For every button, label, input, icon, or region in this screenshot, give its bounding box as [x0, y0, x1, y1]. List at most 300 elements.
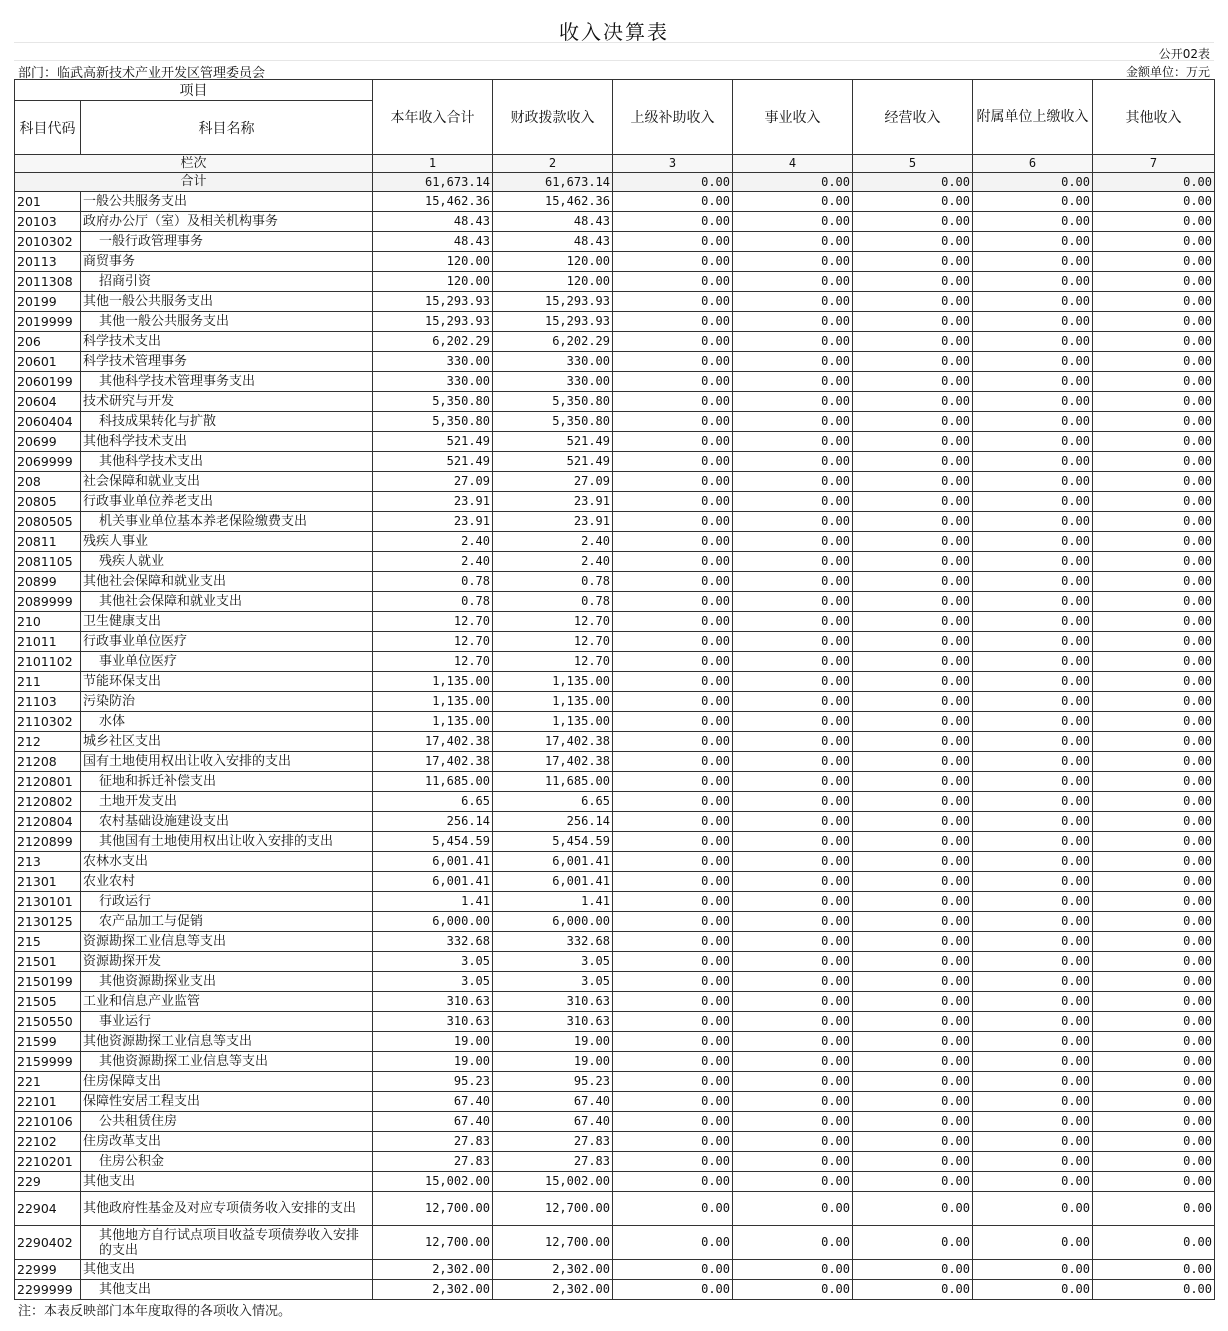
operating-cell: 0.00: [853, 612, 973, 632]
fiscal-cell: 27.83: [493, 1152, 613, 1172]
operating-cell: 0.00: [853, 452, 973, 472]
subject-code: 22102: [15, 1132, 81, 1152]
subject-code: 20699: [15, 432, 81, 452]
total-income-cell: 3.05: [373, 952, 493, 972]
total-income-cell: 23.91: [373, 512, 493, 532]
table-row: [15, 432, 1215, 452]
total-income-cell: 1,135.00: [373, 672, 493, 692]
other-cell: 0.00: [1093, 472, 1215, 492]
affiliated-cell: 0.00: [973, 912, 1093, 932]
other-cell: 0.00: [1093, 1226, 1215, 1260]
operating-cell: 0.00: [853, 292, 973, 312]
fiscal-cell: 15,293.93: [493, 312, 613, 332]
subject-name: 一般公共服务支出: [81, 192, 373, 212]
total-income-cell: 12.70: [373, 612, 493, 632]
total-income-cell: 67.40: [373, 1112, 493, 1132]
other-cell: 0.00: [1093, 952, 1215, 972]
total-income-cell: 6,202.29: [373, 332, 493, 352]
total-income-cell: 256.14: [373, 812, 493, 832]
subject-name: 政府办公厅（室）及相关机构事务: [81, 212, 373, 232]
operating-cell: 0.00: [853, 1152, 973, 1172]
business-cell: 0.00: [733, 692, 853, 712]
operating-cell: 0.00: [853, 392, 973, 412]
subject-name: 其他社会保障和就业支出: [81, 592, 373, 612]
fiscal-cell: 15,462.36: [493, 192, 613, 212]
table-row: [15, 692, 1215, 712]
operating-cell: 0.00: [853, 1032, 973, 1052]
subject-name: 行政事业单位养老支出: [81, 492, 373, 512]
subject-code: 21599: [15, 1032, 81, 1052]
affiliated-cell: 0.00: [973, 1132, 1093, 1152]
subject-code: 2011308: [15, 272, 81, 292]
superior-subsidy-cell: 0.00: [613, 1192, 733, 1226]
total-income-cell: 95.23: [373, 1072, 493, 1092]
business-cell: 0.00: [733, 652, 853, 672]
table-row: [15, 1052, 1215, 1072]
affiliated-cell: 0.00: [973, 592, 1093, 612]
other-cell: 0.00: [1093, 212, 1215, 232]
affiliated-cell: 0.00: [973, 612, 1093, 632]
table-row: [15, 532, 1215, 552]
total-income-cell: 1,135.00: [373, 692, 493, 712]
column-number: 7: [1093, 155, 1215, 173]
fiscal-cell: 120.00: [493, 272, 613, 292]
other-cell: 0.00: [1093, 392, 1215, 412]
fiscal-cell: 19.00: [493, 1052, 613, 1072]
footnote: 注：本表反映部门本年度取得的各项收入情况。: [18, 1304, 292, 1319]
table-row: [15, 1132, 1215, 1152]
subject-name: 其他支出: [81, 1260, 373, 1280]
total-income-cell: 330.00: [373, 372, 493, 392]
operating-cell: 0.00: [853, 912, 973, 932]
total-income-cell: 23.91: [373, 492, 493, 512]
subject-code: 2150550: [15, 1012, 81, 1032]
business-cell: 0.00: [733, 552, 853, 572]
affiliated-cell: 0.00: [973, 532, 1093, 552]
total-income-cell: 12.70: [373, 632, 493, 652]
other-cell: 0.00: [1093, 912, 1215, 932]
total-income-cell: 6.65: [373, 792, 493, 812]
table-row: [15, 732, 1215, 752]
affiliated-cell: 0.00: [973, 212, 1093, 232]
column-number-row: [15, 155, 1215, 173]
subject-code: 2120801: [15, 772, 81, 792]
table-row: [15, 292, 1215, 312]
superior-subsidy-cell: 0.00: [613, 1226, 733, 1260]
other-cell: 0.00: [1093, 632, 1215, 652]
business-cell: 0.00: [733, 272, 853, 292]
superior-subsidy-cell: 0.00: [613, 432, 733, 452]
affiliated-cell: 0.00: [973, 832, 1093, 852]
table-row: [15, 1092, 1215, 1112]
other-cell: 0.00: [1093, 872, 1215, 892]
subject-name: 住房保障支出: [81, 1072, 373, 1092]
subject-name: 其他地方自行试点项目收益专项债券收入安排的支出: [81, 1226, 373, 1260]
operating-cell: 0.00: [853, 992, 973, 1012]
table-row: [15, 312, 1215, 332]
business-cell: 0.00: [733, 232, 853, 252]
other-cell: 0.00: [1093, 1132, 1215, 1152]
subject-name: 商贸事务: [81, 252, 373, 272]
total-income-cell: 0.78: [373, 572, 493, 592]
other-cell: 0.00: [1093, 812, 1215, 832]
subject-name: 城乡社区支出: [81, 732, 373, 752]
operating-cell: 0.00: [853, 692, 973, 712]
affiliated-cell: 0.00: [973, 572, 1093, 592]
subject-name: 其他资源勘探业支出: [81, 972, 373, 992]
subject-code: 20601: [15, 352, 81, 372]
subject-code: 2290402: [15, 1226, 81, 1260]
superior-subsidy-cell: 0.00: [613, 992, 733, 1012]
superior-subsidy-cell: 0.00: [613, 1072, 733, 1092]
table-row: [15, 672, 1215, 692]
subject-code: 20899: [15, 572, 81, 592]
superior-subsidy-cell: 0.00: [613, 312, 733, 332]
affiliated-cell: 0.00: [973, 992, 1093, 1012]
subject-name: 住房公积金: [81, 1152, 373, 1172]
total-income-cell: 27.09: [373, 472, 493, 492]
subject-name: 其他政府性基金及对应专项债务收入安排的支出: [81, 1192, 373, 1226]
subject-code: 2019999: [15, 312, 81, 332]
superior-subsidy-cell: 0.00: [613, 252, 733, 272]
total-value: 0.00: [853, 173, 973, 192]
fiscal-cell: 48.43: [493, 212, 613, 232]
business-cell: 0.00: [733, 952, 853, 972]
business-cell: 0.00: [733, 1012, 853, 1032]
subject-name: 节能环保支出: [81, 672, 373, 692]
subject-name: 其他科学技术支出: [81, 452, 373, 472]
subject-code: 2080505: [15, 512, 81, 532]
other-cell: 0.00: [1093, 492, 1215, 512]
subject-code: 206: [15, 332, 81, 352]
subject-code: 22904: [15, 1192, 81, 1226]
operating-cell: 0.00: [853, 192, 973, 212]
affiliated-cell: 0.00: [973, 712, 1093, 732]
other-cell: 0.00: [1093, 1072, 1215, 1092]
column-number: 1: [373, 155, 493, 173]
fiscal-cell: 1,135.00: [493, 672, 613, 692]
fiscal-cell: 6,001.41: [493, 872, 613, 892]
other-cell: 0.00: [1093, 452, 1215, 472]
affiliated-cell: 0.00: [973, 1092, 1093, 1112]
superior-subsidy-cell: 0.00: [613, 492, 733, 512]
affiliated-cell: 0.00: [973, 232, 1093, 252]
other-cell: 0.00: [1093, 232, 1215, 252]
table-row: [15, 612, 1215, 632]
business-cell: 0.00: [733, 352, 853, 372]
subject-name: 国有土地使用权出让收入安排的支出: [81, 752, 373, 772]
subject-code: 210: [15, 612, 81, 632]
affiliated-cell: 0.00: [973, 892, 1093, 912]
affiliated-cell: 0.00: [973, 1226, 1093, 1260]
header-code: 科目代码: [15, 101, 81, 155]
total-income-cell: 5,454.59: [373, 832, 493, 852]
operating-cell: 0.00: [853, 592, 973, 612]
total-income-cell: 3.05: [373, 972, 493, 992]
table-row: [15, 272, 1215, 292]
table-row: [15, 212, 1215, 232]
affiliated-cell: 0.00: [973, 852, 1093, 872]
form-number: 公开02表: [1158, 47, 1210, 61]
table-row: [15, 512, 1215, 532]
subject-code: 211: [15, 672, 81, 692]
fiscal-cell: 310.63: [493, 1012, 613, 1032]
subject-name: 残疾人就业: [81, 552, 373, 572]
unit-label: 金额单位：万元: [1125, 65, 1210, 79]
other-cell: 0.00: [1093, 312, 1215, 332]
operating-cell: 0.00: [853, 312, 973, 332]
operating-cell: 0.00: [853, 512, 973, 532]
superior-subsidy-cell: 0.00: [613, 1152, 733, 1172]
total-value: 61,673.14: [493, 173, 613, 192]
total-income-cell: 12,700.00: [373, 1192, 493, 1226]
total-income-cell: 19.00: [373, 1052, 493, 1072]
total-income-cell: 332.68: [373, 932, 493, 952]
operating-cell: 0.00: [853, 752, 973, 772]
affiliated-cell: 0.00: [973, 732, 1093, 752]
superior-subsidy-cell: 0.00: [613, 1280, 733, 1300]
superior-subsidy-cell: 0.00: [613, 472, 733, 492]
affiliated-cell: 0.00: [973, 812, 1093, 832]
page-title: 收入决算表: [559, 20, 669, 44]
business-cell: 0.00: [733, 512, 853, 532]
affiliated-cell: 0.00: [973, 1260, 1093, 1280]
header-superior-subsidy: 上级补助收入: [613, 80, 733, 155]
fiscal-cell: 330.00: [493, 372, 613, 392]
other-cell: 0.00: [1093, 512, 1215, 532]
superior-subsidy-cell: 0.00: [613, 1052, 733, 1072]
subject-name: 资源勘探开发: [81, 952, 373, 972]
business-cell: 0.00: [733, 712, 853, 732]
subject-code: 22101: [15, 1092, 81, 1112]
affiliated-cell: 0.00: [973, 1012, 1093, 1032]
total-income-cell: 1.41: [373, 892, 493, 912]
total-income-cell: 15,293.93: [373, 292, 493, 312]
business-cell: 0.00: [733, 732, 853, 752]
table-row: [15, 812, 1215, 832]
other-cell: 0.00: [1093, 1192, 1215, 1226]
operating-cell: 0.00: [853, 1192, 973, 1226]
other-cell: 0.00: [1093, 1172, 1215, 1192]
subject-code: 2159999: [15, 1052, 81, 1072]
subject-name: 技术研究与开发: [81, 392, 373, 412]
superior-subsidy-cell: 0.00: [613, 512, 733, 532]
total-label: 合计: [15, 173, 373, 192]
operating-cell: 0.00: [853, 1012, 973, 1032]
subject-name: 资源勘探工业信息等支出: [81, 932, 373, 952]
table-row: [15, 392, 1215, 412]
other-cell: 0.00: [1093, 372, 1215, 392]
superior-subsidy-cell: 0.00: [613, 572, 733, 592]
header-other: 其他收入: [1093, 80, 1215, 155]
subject-code: 20811: [15, 532, 81, 552]
subject-name: 其他科学技术管理事务支出: [81, 372, 373, 392]
subject-name: 工业和信息产业监管: [81, 992, 373, 1012]
affiliated-cell: 0.00: [973, 1280, 1093, 1300]
subject-name: 其他一般公共服务支出: [81, 312, 373, 332]
total-income-cell: 0.78: [373, 592, 493, 612]
other-cell: 0.00: [1093, 572, 1215, 592]
affiliated-cell: 0.00: [973, 252, 1093, 272]
fiscal-cell: 15,002.00: [493, 1172, 613, 1192]
business-cell: 0.00: [733, 992, 853, 1012]
affiliated-cell: 0.00: [973, 972, 1093, 992]
fiscal-cell: 12,700.00: [493, 1192, 613, 1226]
fiscal-cell: 5,350.80: [493, 392, 613, 412]
superior-subsidy-cell: 0.00: [613, 452, 733, 472]
subject-code: 2010302: [15, 232, 81, 252]
subject-code: 2060404: [15, 412, 81, 432]
fiscal-cell: 19.00: [493, 1032, 613, 1052]
other-cell: 0.00: [1093, 1092, 1215, 1112]
subject-name: 水体: [81, 712, 373, 732]
subject-code: 215: [15, 932, 81, 952]
subject-code: 20113: [15, 252, 81, 272]
fiscal-cell: 1,135.00: [493, 692, 613, 712]
business-cell: 0.00: [733, 532, 853, 552]
business-cell: 0.00: [733, 832, 853, 852]
other-cell: 0.00: [1093, 832, 1215, 852]
total-income-cell: 2.40: [373, 552, 493, 572]
operating-cell: 0.00: [853, 1226, 973, 1260]
business-cell: 0.00: [733, 1132, 853, 1152]
affiliated-cell: 0.00: [973, 1112, 1093, 1132]
column-number: 3: [613, 155, 733, 173]
operating-cell: 0.00: [853, 1280, 973, 1300]
superior-subsidy-cell: 0.00: [613, 952, 733, 972]
business-cell: 0.00: [733, 492, 853, 512]
business-cell: 0.00: [733, 1112, 853, 1132]
superior-subsidy-cell: 0.00: [613, 1092, 733, 1112]
fiscal-cell: 6.65: [493, 792, 613, 812]
total-income-cell: 521.49: [373, 432, 493, 452]
business-cell: 0.00: [733, 432, 853, 452]
business-cell: 0.00: [733, 1052, 853, 1072]
fiscal-cell: 6,000.00: [493, 912, 613, 932]
total-income-cell: 6,000.00: [373, 912, 493, 932]
subject-code: 212: [15, 732, 81, 752]
column-number-label: 栏次: [15, 155, 373, 173]
fiscal-cell: 3.05: [493, 972, 613, 992]
fiscal-cell: 67.40: [493, 1092, 613, 1112]
fiscal-cell: 6,001.41: [493, 852, 613, 872]
table-row: [15, 772, 1215, 792]
subject-code: 2089999: [15, 592, 81, 612]
superior-subsidy-cell: 0.00: [613, 332, 733, 352]
superior-subsidy-cell: 0.00: [613, 1032, 733, 1052]
table-row: [15, 852, 1215, 872]
table-row: [15, 192, 1215, 212]
subject-code: 20604: [15, 392, 81, 412]
operating-cell: 0.00: [853, 652, 973, 672]
affiliated-cell: 0.00: [973, 492, 1093, 512]
table-row: [15, 1260, 1215, 1280]
operating-cell: 0.00: [853, 252, 973, 272]
subject-name: 征地和拆迁补偿支出: [81, 772, 373, 792]
subject-code: 20805: [15, 492, 81, 512]
operating-cell: 0.00: [853, 712, 973, 732]
superior-subsidy-cell: 0.00: [613, 532, 733, 552]
operating-cell: 0.00: [853, 1052, 973, 1072]
subject-code: 2120802: [15, 792, 81, 812]
subject-code: 2210106: [15, 1112, 81, 1132]
operating-cell: 0.00: [853, 972, 973, 992]
superior-subsidy-cell: 0.00: [613, 232, 733, 252]
other-cell: 0.00: [1093, 732, 1215, 752]
operating-cell: 0.00: [853, 892, 973, 912]
column-number: 2: [493, 155, 613, 173]
table-row: [15, 752, 1215, 772]
subject-code: 22999: [15, 1260, 81, 1280]
total-income-cell: 6,001.41: [373, 852, 493, 872]
total-income-cell: 11,685.00: [373, 772, 493, 792]
operating-cell: 0.00: [853, 492, 973, 512]
fiscal-cell: 15,293.93: [493, 292, 613, 312]
affiliated-cell: 0.00: [973, 412, 1093, 432]
subject-code: 2101102: [15, 652, 81, 672]
other-cell: 0.00: [1093, 272, 1215, 292]
superior-subsidy-cell: 0.00: [613, 892, 733, 912]
fiscal-cell: 2.40: [493, 532, 613, 552]
affiliated-cell: 0.00: [973, 1172, 1093, 1192]
business-cell: 0.00: [733, 972, 853, 992]
total-income-cell: 15,293.93: [373, 312, 493, 332]
total-income-cell: 27.83: [373, 1152, 493, 1172]
header-item: 项目: [15, 80, 373, 101]
fiscal-cell: 6,202.29: [493, 332, 613, 352]
table-row: [15, 332, 1215, 352]
fiscal-cell: 330.00: [493, 352, 613, 372]
affiliated-cell: 0.00: [973, 652, 1093, 672]
fiscal-cell: 3.05: [493, 952, 613, 972]
other-cell: 0.00: [1093, 1112, 1215, 1132]
table-row: [15, 1192, 1215, 1226]
fiscal-cell: 521.49: [493, 432, 613, 452]
fiscal-cell: 310.63: [493, 992, 613, 1012]
other-cell: 0.00: [1093, 252, 1215, 272]
business-cell: 0.00: [733, 892, 853, 912]
fiscal-cell: 27.83: [493, 1132, 613, 1152]
operating-cell: 0.00: [853, 732, 973, 752]
subject-name: 卫生健康支出: [81, 612, 373, 632]
table-row: [15, 412, 1215, 432]
total-income-cell: 330.00: [373, 352, 493, 372]
subject-code: 20103: [15, 212, 81, 232]
subject-code: 2069999: [15, 452, 81, 472]
affiliated-cell: 0.00: [973, 672, 1093, 692]
superior-subsidy-cell: 0.00: [613, 292, 733, 312]
operating-cell: 0.00: [853, 632, 973, 652]
fiscal-cell: 0.78: [493, 572, 613, 592]
fiscal-cell: 12.70: [493, 612, 613, 632]
other-cell: 0.00: [1093, 772, 1215, 792]
business-cell: 0.00: [733, 292, 853, 312]
subject-code: 2120804: [15, 812, 81, 832]
fiscal-cell: 2.40: [493, 552, 613, 572]
superior-subsidy-cell: 0.00: [613, 1132, 733, 1152]
table-row: [15, 1172, 1215, 1192]
subject-code: 21011: [15, 632, 81, 652]
subject-code: 21501: [15, 952, 81, 972]
subject-name: 其他资源勘探工业信息等支出: [81, 1032, 373, 1052]
total-value: 0.00: [613, 173, 733, 192]
operating-cell: 0.00: [853, 552, 973, 572]
total-income-cell: 5,350.80: [373, 412, 493, 432]
operating-cell: 0.00: [853, 572, 973, 592]
superior-subsidy-cell: 0.00: [613, 652, 733, 672]
affiliated-cell: 0.00: [973, 752, 1093, 772]
superior-subsidy-cell: 0.00: [613, 912, 733, 932]
